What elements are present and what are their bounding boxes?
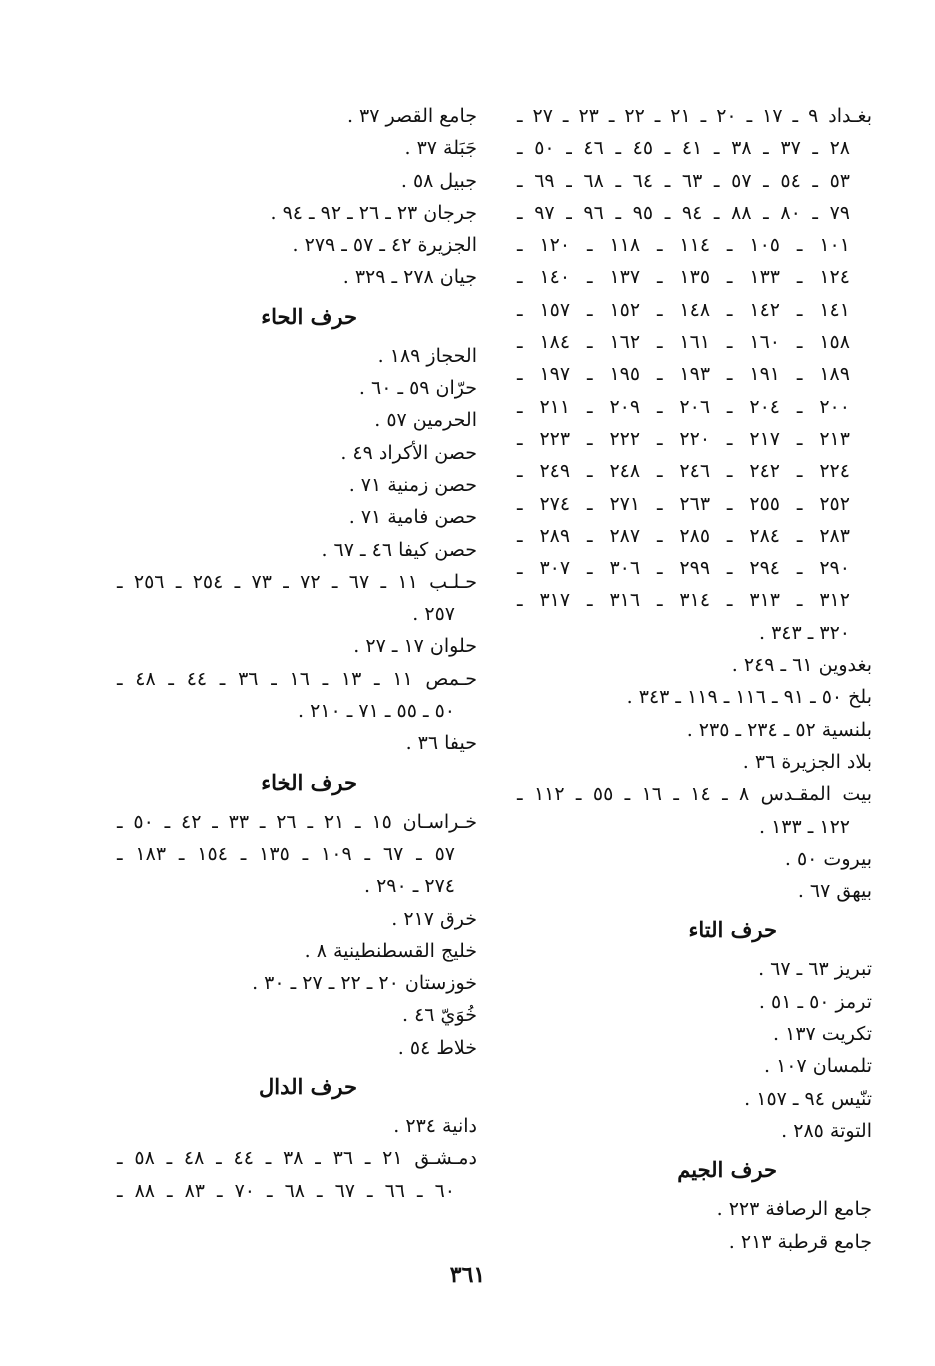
index-entry: بلنسية ٥٢ ـ ٢٣٤ ـ ٢٣٥ . [686,718,872,741]
index-entry: جيان ٢٧٨ ـ ٣٢٩ . [342,266,477,289]
index-entry-continuation: ٥٠ ـ ٥٥ ـ ٧١ ـ ٢١٠ . [298,700,455,723]
index-entry: بلخ ٥٠ ـ ٩١ ـ ١١٦ ـ ١١٩ ـ ٣٤٣ . [626,686,872,709]
index-entry: بغـداد ٩ ـ ١٧ ـ ٢٠ ـ ٢١ ـ ٢٢ ـ ٢٣ ـ ٢٧ ـ [517,105,872,127]
index-entry-continuation: ٣١٢ ـ ٣١٣ ـ ٣١٤ ـ ٣١٦ ـ ٣١٧ ـ [517,589,850,612]
index-entry: خُوَيّ ٤٦ . [402,1004,477,1027]
index-entry-continuation: ١٢٢ ـ ١٣٣ . [759,815,850,838]
left-column [117,100,477,1207]
index-entry: بلاد الجزيرة ٣٦ . [742,750,872,773]
index-entry: الجزيرة ٤٢ ـ ٥٧ ـ ٢٧٩ . [292,234,477,257]
index-entry: بيت المقـدس ٨ ـ ١٤ ـ ١٦ ـ ٥٥ ـ ١١٢ ـ [517,783,873,806]
section-heading-dal: حرف الدال [259,1074,357,1100]
index-entry-continuation: ٦٠ ـ ٦٦ ـ ٦٧ ـ ٦٨ ـ ٧٠ ـ ٨٣ ـ ٨٨ ـ [117,1179,455,1202]
section-heading-ha: حرف الحاء [261,303,357,329]
index-entry: خـراسـان ١٥ ـ ٢١ ـ ٢٦ ـ ٣٣ ـ ٤٢ ـ ٥٠ ـ [117,810,477,833]
index-entry: حيفا ٣٦ . [405,732,477,755]
index-entry-continuation: ٢٠٠ ـ ٢٠٤ ـ ٢٠٦ ـ ٢٠٩ ـ ٢١١ ـ [517,395,850,418]
index-entry-continuation: ٢٩٠ ـ ٢٩٤ ـ ٢٩٩ ـ ٣٠٦ ـ ٣٠٧ ـ [517,557,850,580]
index-entry-continuation: ٥٧ ـ ٦٧ ـ ١٠٩ ـ ١٣٥ ـ ١٥٤ ـ ١٨٣ ـ [117,842,455,865]
index-entry-continuation: ٢٧٤ ـ ٢٩٠ . [364,875,455,898]
index-entry: الحجاز ١٨٩ . [377,344,477,367]
index-entry: جامع قرطبة ٢١٣ . [728,1230,872,1253]
index-entry-continuation: ١٢٤ ـ ١٣٣ ـ ١٣٥ ـ ١٣٧ ـ ١٤٠ ـ [517,266,850,289]
index-entry: دانية ٢٣٤ . [393,1115,477,1138]
index-entry: حرّان ٥٩ ـ ٦٠ . [358,377,477,400]
index-entry: تنّيس ٩٤ ـ ١٥٧ . [744,1087,872,1110]
index-entry: حـلـب ١١ ـ ٦٧ ـ ٧٢ ـ ٧٣ ـ ٢٥٤ ـ ٢٥٦ ـ [117,570,477,593]
index-entry: خوزستان ٢٠ ـ ٢٢ ـ ٢٧ ـ ٣٠ . [252,972,477,995]
index-entry: خلاط ٥٤ . [397,1036,477,1059]
index-entry: حصن الأكراد ٤٩ . [340,441,477,464]
index-entry: ترمز ٥٠ ـ ٥١ . [758,990,872,1013]
index-entry-continuation: ١٤١ ـ ١٤٢ ـ ١٤٨ ـ ١٥٢ ـ ١٥٧ ـ [517,298,850,321]
index-entry: جامع القصر ٣٧ . [346,105,477,127]
index-entry: بيهق ٦٧ . [797,880,872,903]
index-entry-continuation: ٢١٣ ـ ٢١٧ ـ ٢٢٠ ـ ٢٢٢ ـ ٢٢٣ ـ [517,427,850,450]
index-entry: جَبَلة ٣٧ . [404,137,477,160]
index-entry-continuation: ١٥٨ ـ ١٦٠ ـ ١٦١ ـ ١٦٢ ـ ١٨٤ ـ [517,331,850,354]
index-entry: حـمص ١١ ـ ١٣ ـ ١٦ ـ ٣٦ ـ ٤٤ ـ ٤٨ ـ [117,667,478,690]
index-entry-continuation: ٥٣ ـ ٥٤ ـ ٥٧ ـ ٦٣ ـ ٦٤ ـ ٦٨ ـ ٦٩ ـ [517,169,851,192]
index-entry: تلمسان ١٠٧ . [763,1055,872,1078]
index-entry: خرق ٢١٧ . [391,907,477,930]
index-entry: جرجان ٢٣ ـ ٢٦ ـ ٩٢ ـ ٩٤ . [270,201,477,224]
index-entry: التوتة ٢٨٥ . [781,1119,872,1142]
index-entry: تكريت ١٣٧ . [773,1023,872,1046]
index-entry: بيروت ٥٠ . [784,847,872,870]
index-entry-continuation: ٢٨ ـ ٣٧ ـ ٣٨ ـ ٤١ ـ ٤٥ ـ ٤٦ ـ ٥٠ ـ [517,137,851,160]
index-entry-continuation: ٣٢٠ ـ ٣٤٣ . [759,621,850,644]
index-entry-continuation: ٢٥٢ ـ ٢٥٥ ـ ٢٦٣ ـ ٢٧١ ـ ٢٧٤ ـ [517,492,850,515]
index-entry: حلوان ١٧ ـ ٢٧ . [353,635,477,658]
section-heading-kha: حرف الخاء [261,769,357,795]
index-entry: حصن زمنية ٧١ . [348,473,477,496]
index-entry-continuation: ٢٥٧ . [412,603,455,626]
index-entry: حصن فامية ٧١ . [348,506,477,529]
section-heading-jim: حرف الجيم [677,1157,777,1183]
index-entry-continuation: ١٨٩ ـ ١٩١ ـ ١٩٣ ـ ١٩٥ ـ ١٩٧ ـ [517,363,850,386]
index-entry: الحرمين ٥٧ . [374,409,477,432]
index-entry: خليج القسطنطينية ٨ . [304,939,477,962]
index-entry-continuation: ٧٩ ـ ٨٠ ـ ٨٨ ـ ٩٤ ـ ٩٥ ـ ٩٦ ـ ٩٧ ـ [517,201,851,224]
section-heading-ta: حرف التاء [688,917,777,943]
index-entry-continuation: ١٠١ ـ ١٠٥ ـ ١١٤ ـ ١١٨ ـ ١٢٠ ـ [517,234,850,257]
index-entry: تبريز ٦٣ ـ ٦٧ . [758,958,872,981]
index-entry: دمـشـق ٢١ ـ ٣٦ ـ ٣٨ ـ ٤٤ ـ ٤٨ ـ ٥٨ ـ [117,1147,477,1170]
page-number: ٣٦١ [449,1262,486,1288]
index-entry: بغدوين ٦١ ـ ٢٤٩ . [731,654,872,677]
index-entry: جامع الرصافة ٢٢٣ . [716,1198,872,1221]
index-entry-continuation: ٢٨٣ ـ ٢٨٤ ـ ٢٨٥ ـ ٢٨٧ ـ ٢٨٩ ـ [517,524,850,547]
right-column [517,100,872,1258]
index-entry: جبيل ٥٨ . [400,169,477,192]
index-entry: حصن كيفا ٤٦ ـ ٦٧ . [321,538,477,561]
index-entry-continuation: ٢٢٤ ـ ٢٤٢ ـ ٢٤٦ ـ ٢٤٨ ـ ٢٤٩ ـ [517,460,850,483]
